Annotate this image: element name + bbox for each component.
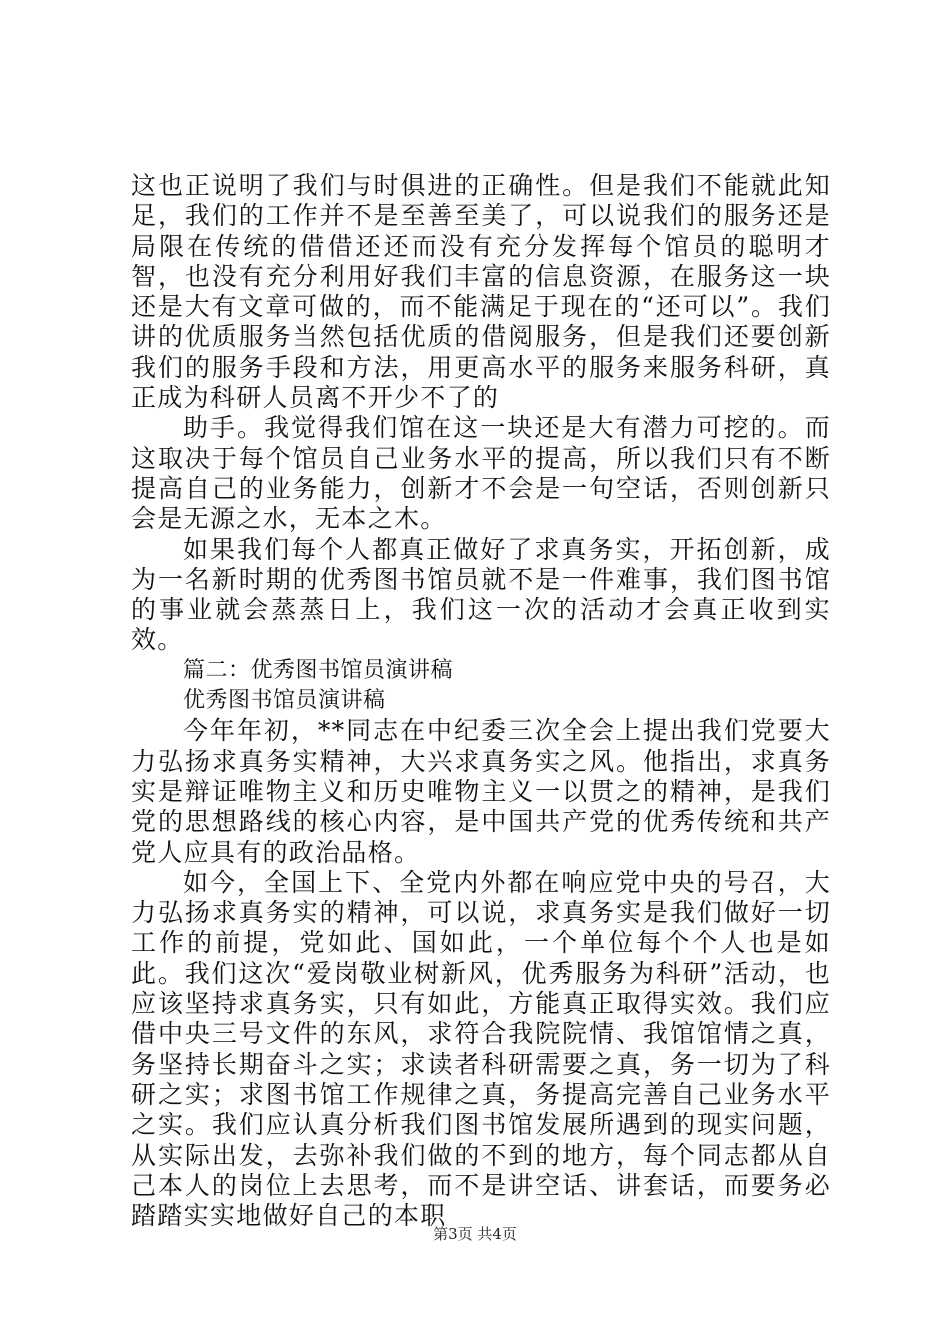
- document-body: [131, 171, 831, 1231]
- paragraph-assistant: 助手。我觉得我们馆在这一块还是大有潜力可挖的。而这取决于每个馆员自己业务水平的提高，所以我们只有不断提高自己的业务能力，创新才不会是一句空话，否则创新只会是无源之水，无本之木。: [131, 413, 831, 534]
- section-heading: 篇二：优秀图书馆员演讲稿: [183, 657, 454, 683]
- speech-title: 优秀图书馆员演讲稿: [183, 688, 386, 714]
- page-number-footer: 第3页 共4页: [433, 1225, 517, 1243]
- paragraph-continuation: 这也正说明了我们与时俱进的正确性。但是我们不能就此知足，我们的工作并不是至善至美了，可以说我们的服务还是局限在传统的借借还还而没有充分发挥每个馆员的聪明才智，也没有充分利用好我们丰富的信息资源，在服务这一块还是大有文章可做的，而不能满足于现在的“还可以”。我们讲的优质服务当然包括优质的借阅服务，但是我们还要创新我们的服务手段和方法，用更高水平的服务来服务科研，真正成为科研人员离不开少不了的: [131, 171, 831, 413]
- paragraph-body: 如今，全国上下、全党内外都在响应党中央的号召，大力弘扬求真务实的精神，可以说，求真务实是我们做好一切工作的前提，党如此、国如此，一个单位每个个人也是如此。我们这次“爱岗敬业树新风，优秀服务为科研”活动，也应该坚持求真务实，只有如此，方能真正取得实效。我们应借中央三号文件的东风，求符合我院院情、我馆馆情之真，务坚持长期奋斗之实；求读者科研需要之真，务一切为了科研之实；求图书馆工作规律之真，务提高完善自己业务水平之实。我们应认真分析我们图书馆发展所遇到的现实问题，从实际出发，去弥补我们做的不到的地方，每个同志都从自己本人的岗位上去思考，而不是讲空话、讲套话，而要务必踏踏实实地做好自己的本职: [131, 867, 831, 1231]
- paragraph-intro: 今年年初，**同志在中纪委三次全会上提出我们党要大力弘扬求真务实精神，大兴求真务实之风。他指出，求真务实是辩证唯物主义和历史唯物主义一以贯之的精神，是我们党的思想路线的核心内容，是中国共产党的优秀传统和共产党人应具有的政治品格。: [131, 716, 831, 867]
- paragraph-conclusion: 如果我们每个人都真正做好了求真务实，开拓创新，成为一名新时期的优秀图书馆员就不是一件难事，我们图书馆的事业就会蒸蒸日上，我们这一次的活动才会真正收到实效。: [131, 534, 831, 655]
